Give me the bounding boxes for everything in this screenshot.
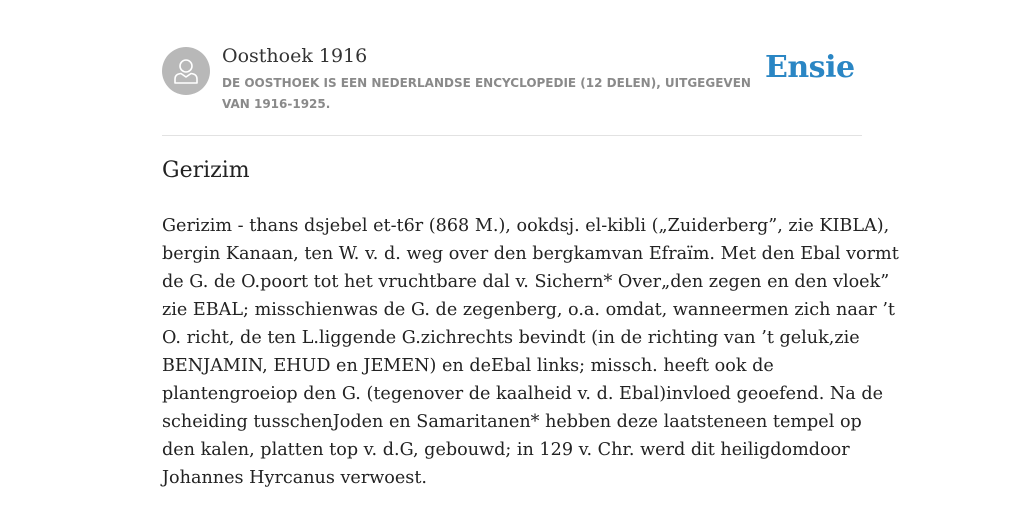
entry-line: de G. de O.poort tot het vruchtbare dal v. Sichern* Over„den zegen en den vloek” [162,272,890,292]
source-title[interactable]: Oosthoek 1916 [222,45,368,67]
entry-line: plantengroeiop den G. (tegenover de kaalheid v. d. Ebal)invloed geoefend. Na de [162,384,884,404]
entry-title: Gerizim [162,158,250,183]
entry-line: Johannes Hyrcanus verwoest. [162,468,427,488]
brand-logo[interactable]: Ensie [765,50,855,85]
entry-line: den kalen, platten top v. d.G, gebouwd; in 129 v. Chr. werd dit heiligdomdoor [162,440,850,460]
entry-line: BENJAMIN, EHUD en JEMEN) en deEbal links; missch. heeft ook de [162,356,774,376]
entry-line: bergin Kanaan, ten W. v. d. weg over den bergkamvan Efraïm. Met den Ebal vormt [162,244,899,264]
divider [162,135,862,136]
avatar[interactable] [162,47,210,95]
entry-line: Gerizim - thans dsjebel et-t6r (868 M.), ookdsj. el-kibli („Zuiderberg”, zie KIBLA), [162,216,890,236]
entry-line: zie EBAL; misschienwas de G. de zegenberg, o.a. omdat, wanneermen zich naar ’t [162,300,895,320]
entry-body [162,212,899,492]
user-icon [172,57,200,85]
entry-line: scheiding tusschenJoden en Samaritanen* hebben deze laatsteneen tempel op [162,412,862,432]
entry-line: O. richt, de ten L.liggende G.zichrechts bevindt (in de richting van ’t geluk,zie [162,328,860,348]
source-description: DE OOSTHOEK IS EEN NEDERLANDSE ENCYCLOPEDIE (12 DELEN), UITGEGEVEN VAN 1916-1925. [222,76,751,111]
